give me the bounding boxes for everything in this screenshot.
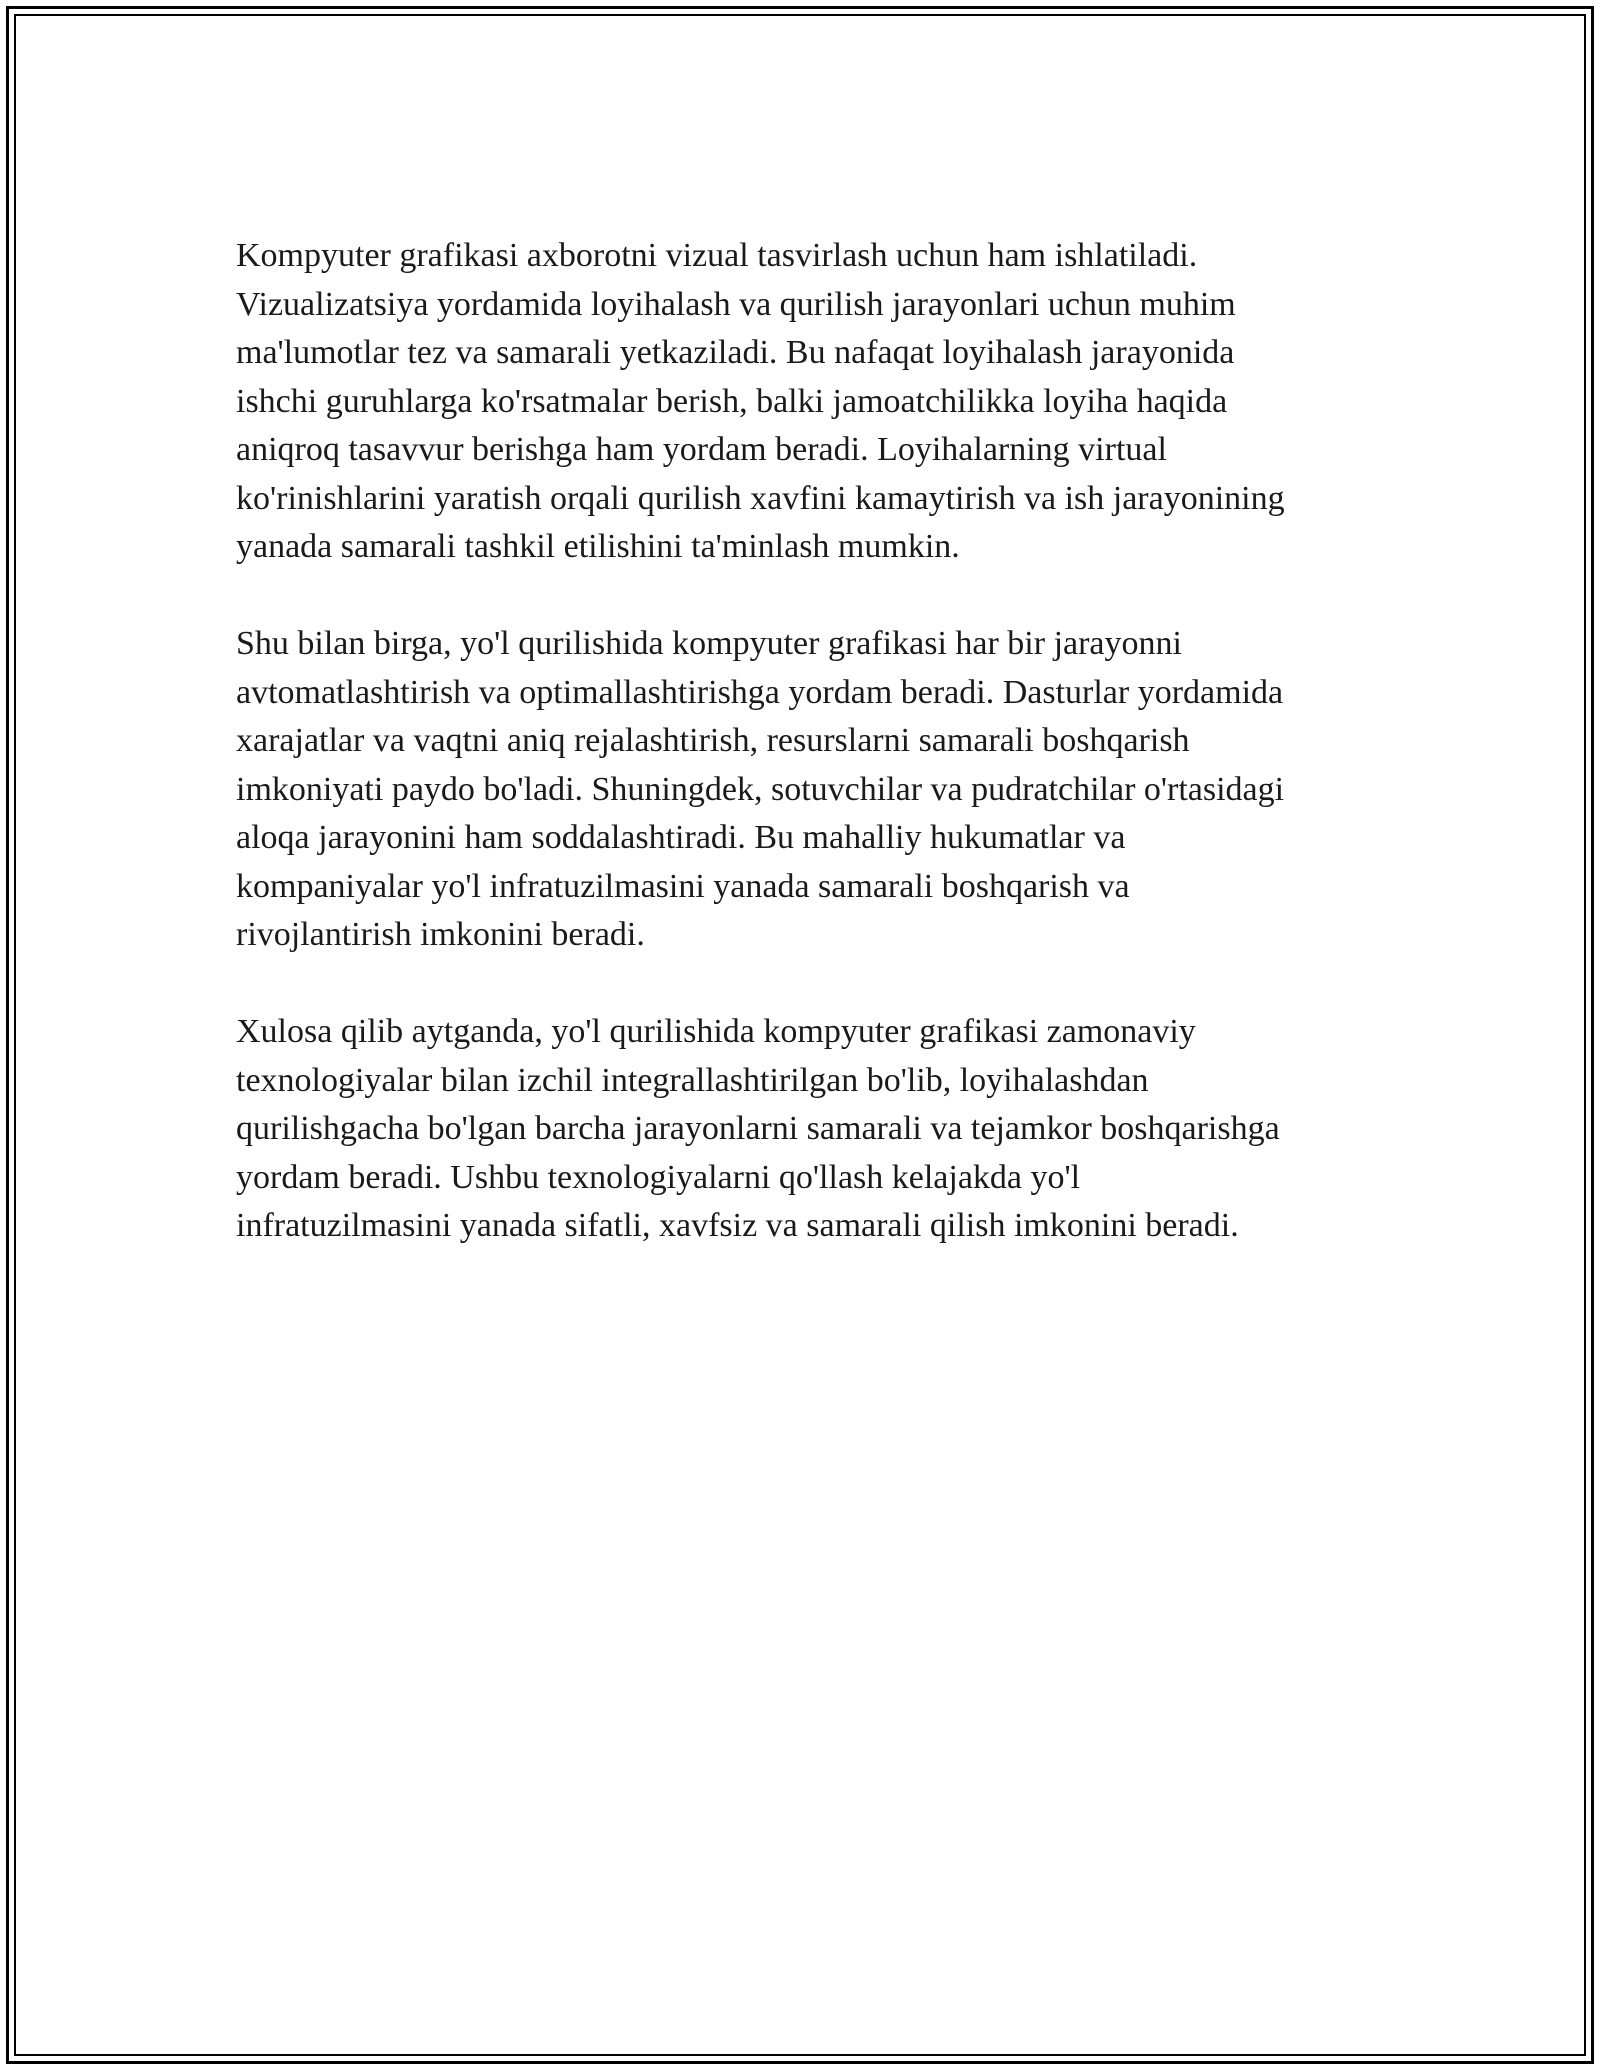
paragraph-line: avtomatlashtirish va optimallashtirishga yordam beradi. Dasturlar yordamida	[236, 673, 1284, 711]
paragraph-line: aloqa jarayonini ham soddalashtiradi. Bu mahalliy hukumatlar va	[236, 819, 1126, 856]
paragraph-2	[236, 620, 1386, 960]
paragraph-line: yordam beradi. Ushbu texnologiyalarni qo'llash kelajakda yo'l	[236, 1158, 1081, 1196]
paragraph-line: yanada samarali tashkil etilishini ta'minlash mumkin.	[236, 528, 960, 565]
paragraph-line: qurilishgacha bo'lgan barcha jarayonlarni samarali va tejamkor boshqarishga	[236, 1110, 1280, 1147]
paragraph-line: Vizualizatsiya yordamida loyihalash va qurilish jarayonlari uchun muhim	[236, 285, 1236, 323]
paragraph-line: rivojlantirish imkonini beradi.	[236, 916, 645, 953]
paragraph-line: infratuzilmasini yanada sifatli, xavfsiz va samarali qilish imkonini beradi.	[236, 1207, 1239, 1244]
paragraph-line: ishchi guruhlarga ko'rsatmalar berish, balki jamoatchilikka loyiha haqida	[236, 382, 1228, 420]
paragraph-line: ma'lumotlar tez va samarali yetkaziladi. Bu nafaqat loyihalash jarayonida	[236, 334, 1235, 371]
paragraph-line: xarajatlar va vaqtni aniq rejalashtirish, resurslarni samarali boshqarish	[236, 722, 1190, 759]
paragraph-1	[236, 232, 1386, 572]
paragraph-line: aniqroq tasavvur berishga ham yordam beradi. Loyihalarning virtual	[236, 431, 1167, 468]
paragraph-line: Shu bilan birga, yo'l qurilishida kompyuter grafikasi har bir jarayonni	[236, 625, 1182, 662]
document-body	[236, 232, 1386, 1299]
paragraph-line: texnologiyalar bilan izchil integrallashtirilgan bo'lib, loyihalashdan	[236, 1061, 1149, 1099]
paragraph-line: Kompyuter grafikasi axborotni vizual tasvirlash uchun ham ishlatiladi.	[236, 237, 1198, 274]
paragraph-3	[236, 1008, 1386, 1251]
paragraph-line: kompaniyalar yo'l infratuzilmasini yanada samarali boshqarish va	[236, 867, 1130, 905]
paragraph-line: Xulosa qilib aytganda, yo'l qurilishida kompyuter grafikasi zamonaviy	[236, 1013, 1196, 1050]
paragraph-line: ko'rinishlarini yaratish orqali qurilish xavfini kamaytirish va ish jarayonining	[236, 479, 1285, 517]
paragraph-line: imkoniyati paydo bo'ladi. Shuningdek, sotuvchilar va pudratchilar o'rtasidagi	[236, 770, 1285, 808]
